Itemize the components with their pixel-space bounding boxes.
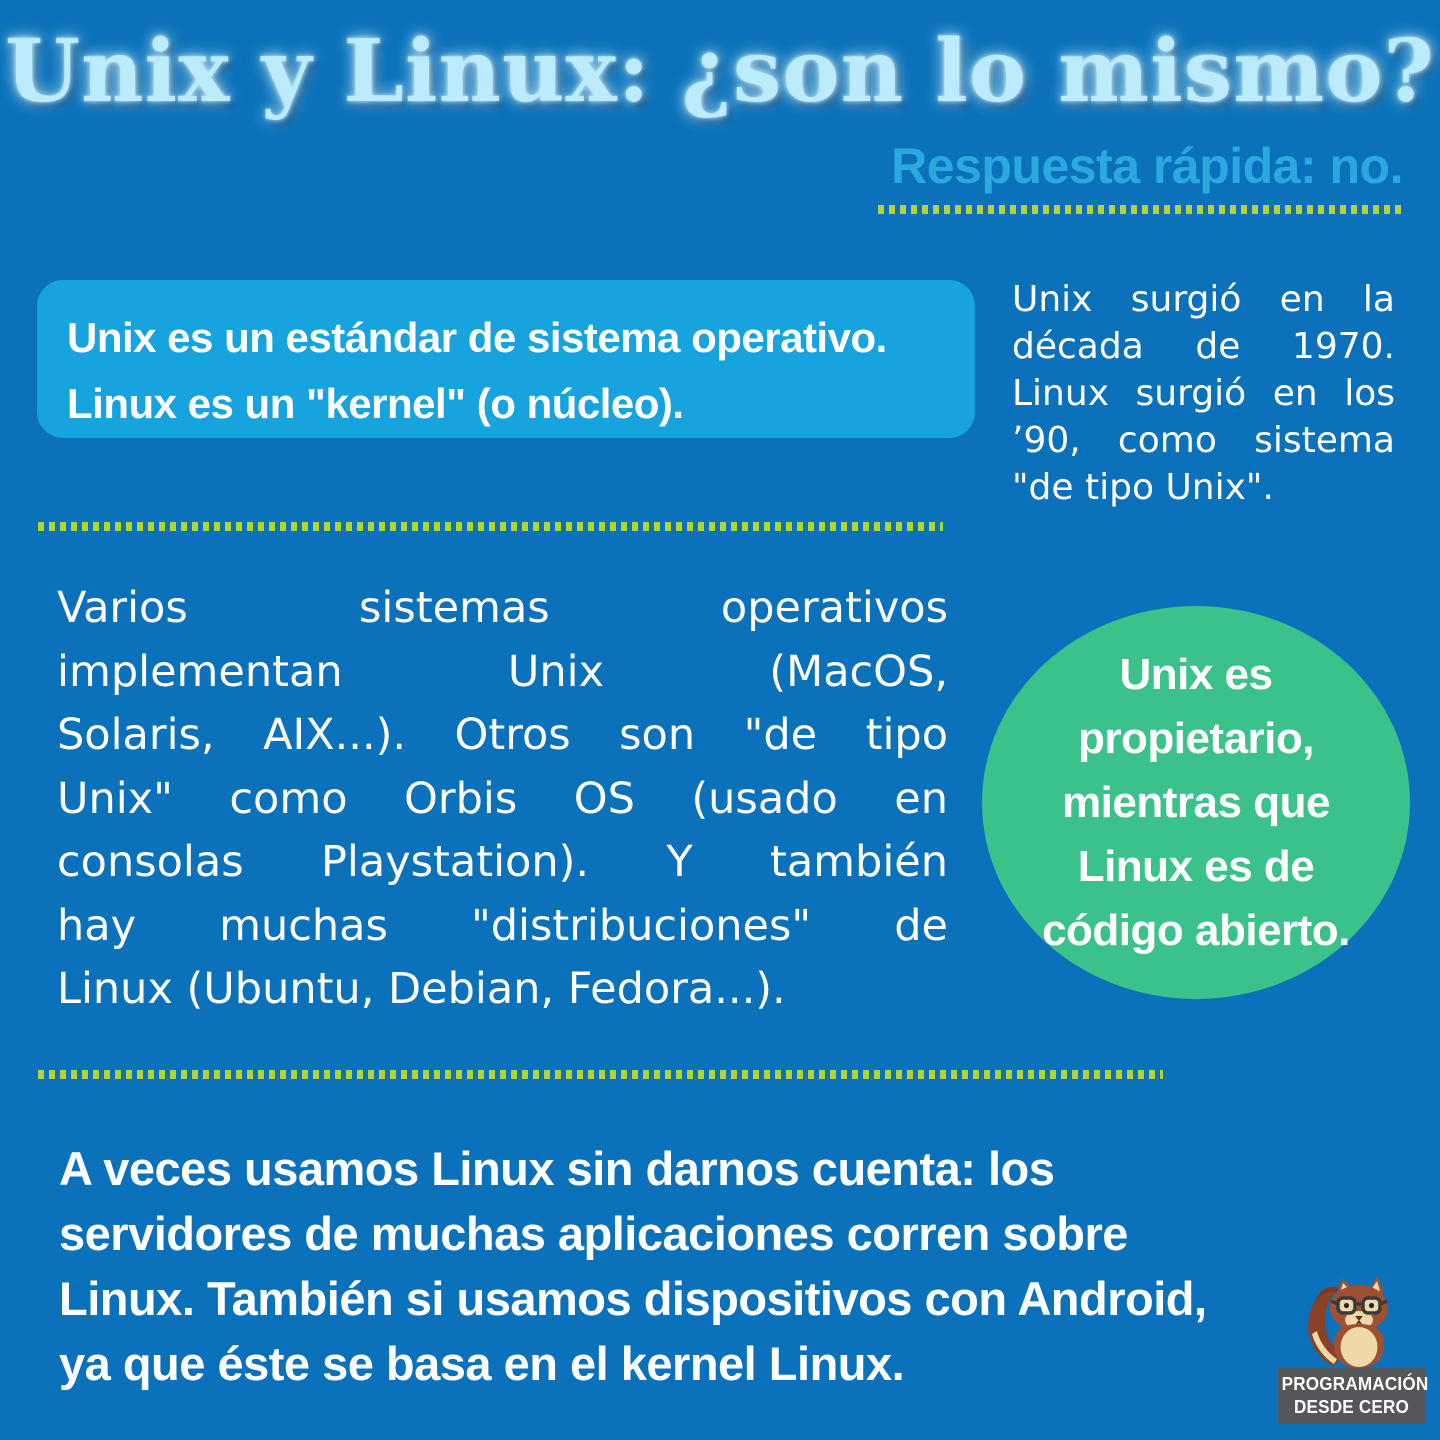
dotted-divider (38, 1070, 1163, 1079)
brand-tagline: DESDE CERO (1294, 1397, 1409, 1417)
dotted-divider (38, 522, 943, 531)
side-note-line: ’90, como sistema (1012, 420, 1395, 461)
everyday-linux-line: A veces usamos Linux sin darnos cuenta: los (59, 1142, 1055, 1195)
license-bubble-line: Unix es (1119, 649, 1273, 699)
squirrel-mascot-icon (1300, 1274, 1392, 1370)
side-note-line: década de 1970. (1012, 326, 1395, 367)
quick-answer-subtitle: Respuesta rápida: no. (891, 138, 1403, 194)
license-bubble-line: Linux es de (1077, 841, 1315, 891)
history-side-note (1012, 276, 1395, 511)
brand-name: PROGRAMACIÓN (1281, 1374, 1429, 1394)
definition-card-line: Unix es un estándar de sistema operativo. (67, 314, 887, 361)
systems-paragraph-line: Varios sistemas operativos (57, 583, 948, 633)
side-note-line: "de tipo Unix". (1012, 467, 1274, 508)
side-note-line: Unix surgió en la (1012, 279, 1395, 320)
systems-paragraph-line: implementan Unix (MacOS, (57, 646, 948, 697)
systems-paragraph-line: Unix" como Orbis OS (usado en (57, 773, 948, 824)
everyday-linux-line: ya que éste se basa en el kernel Linux. (59, 1337, 905, 1390)
everyday-linux-paragraph (59, 1136, 1309, 1396)
everyday-linux-line: Linux. También si usamos dispositivos con Android, (59, 1272, 1207, 1325)
license-bubble-line: mientras que (1062, 777, 1330, 827)
dotted-divider (878, 205, 1404, 214)
definition-card-line: Linux es un "kernel" (o núcleo). (67, 380, 684, 427)
systems-paragraph-line: Linux (Ubuntu, Debian, Fedora...). (57, 964, 786, 1014)
page-title: Unix y Linux: ¿son lo mismo? (5, 21, 1435, 122)
brand-logo (1278, 1368, 1429, 1424)
license-bubble (982, 606, 1410, 999)
license-bubble-line: propietario, (1077, 713, 1315, 763)
systems-paragraph-line: consolas Playstation). Y también (57, 837, 948, 887)
definition-card (37, 280, 975, 438)
everyday-linux-line: servidores de muchas aplicaciones corren sobre (59, 1207, 1128, 1260)
systems-paragraph-line: hay muchas "distribuciones" de (57, 900, 948, 951)
systems-paragraph (57, 577, 948, 1022)
license-bubble-line: código abierto. (1042, 905, 1350, 955)
systems-paragraph-line: Solaris, AIX...). Otros son "de tipo (57, 710, 948, 760)
side-note-line: Linux surgió en los (1012, 373, 1395, 414)
